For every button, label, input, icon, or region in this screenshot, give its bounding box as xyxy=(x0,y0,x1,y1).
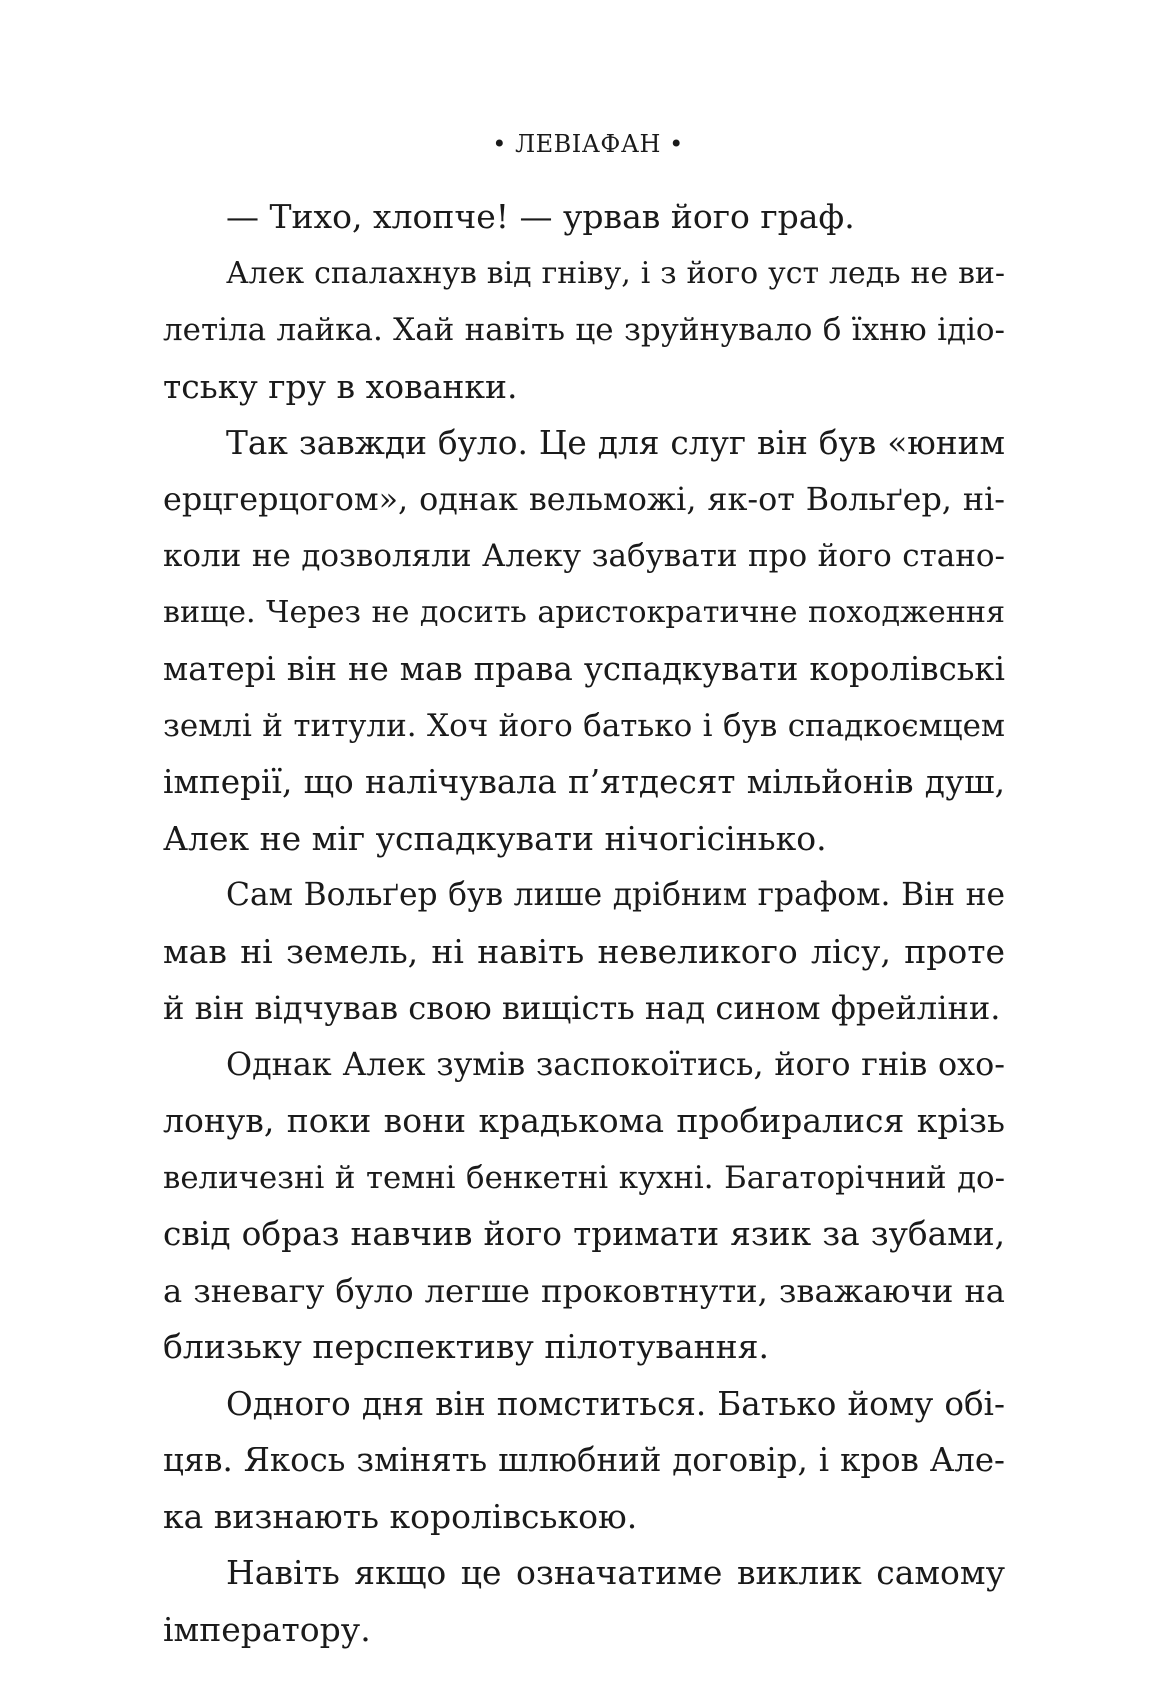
text-line: Навіть якщо це означатиме виклик самому xyxy=(226,1553,1005,1592)
text-line: тську гру в хованки. xyxy=(163,366,518,406)
text-line: летіла лайка. Хай навіть це зруйнувало б їхню ідіо- xyxy=(163,312,1005,348)
text-line: ерцгерцогом», однак вельможі, як-от Вольґер, ні- xyxy=(163,480,1005,518)
body-text xyxy=(163,189,1005,1658)
running-head: • ЛЕВІАФАН • xyxy=(492,130,684,158)
text-line: — Тихо, хлопче! — урвав його граф. xyxy=(226,197,855,236)
text-line: Однак Алек зумів заспокоїтись, його гнів охо- xyxy=(226,1045,1005,1083)
text-line: й він відчував свою вищість над сином фрейліни. xyxy=(163,989,1001,1027)
text-line: мав ні земель, ні навіть невеликого лісу, проте xyxy=(163,931,1005,971)
text-line: лонув, поки вони крадькома пробиралися крізь xyxy=(163,1101,1005,1140)
text-line: величезні й темні бенкетні кухні. Багаторічний до- xyxy=(163,1159,1005,1196)
text-line: а зневагу було легше проковтнути, зважаючи на xyxy=(163,1271,1005,1310)
text-line: імперії, що налічувала п’ятдесят мільйонів душ, xyxy=(163,763,1005,801)
text-line: цяв. Якось змінять шлюбний договір, і кров Але- xyxy=(163,1441,1005,1479)
text-line: Одного дня він помститься. Батько йому обі- xyxy=(226,1384,1005,1423)
text-line: коли не дозволяли Алеку забувати про його стано- xyxy=(163,538,1005,574)
text-line: Алек не міг успадкувати нічогісінько. xyxy=(163,818,827,858)
text-line: матері він не мав права успадкувати королівські xyxy=(163,650,1005,688)
text-line: близьку перспективу пілотування. xyxy=(163,1327,769,1366)
text-line: вище. Через не досить аристократичне походження xyxy=(163,594,1005,630)
text-line: свід образ навчив його тримати язик за зубами, xyxy=(163,1215,1005,1253)
text-line: Алек спалахнув від гніву, і з його уст ледь не ви- xyxy=(226,255,1005,291)
text-line: ка визнають королівською. xyxy=(163,1496,638,1536)
text-line: Сам Вольґер був лише дрібним графом. Він не xyxy=(226,877,1005,913)
text-line: Так завжди було. Це для слуг він був «юним xyxy=(226,424,1005,462)
text-line: імператору. xyxy=(163,1609,371,1649)
text-line: землі й титули. Хоч його батько і був спадкоємцем xyxy=(163,707,1005,744)
